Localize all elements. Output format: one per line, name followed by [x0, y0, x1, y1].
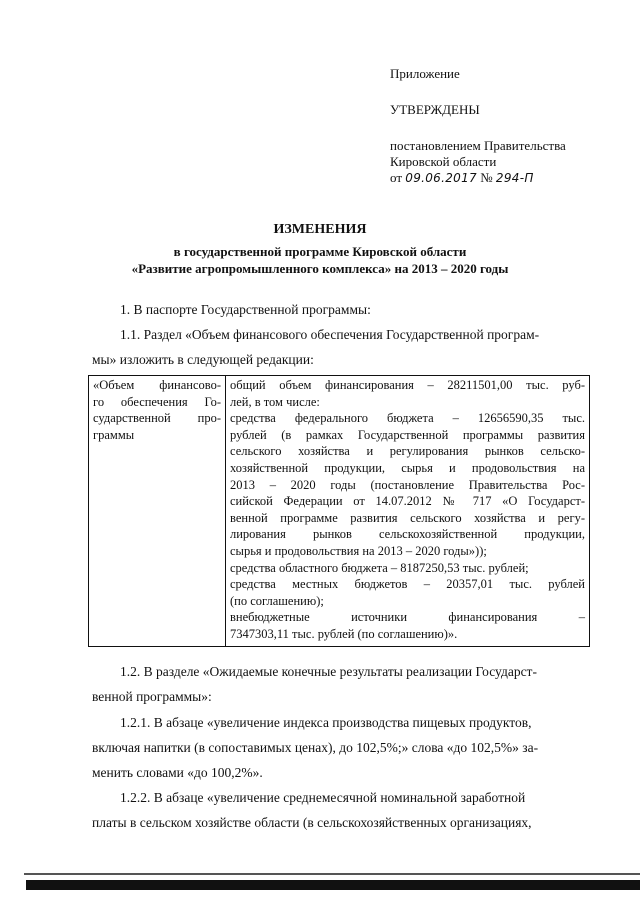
table-cell-label [89, 376, 226, 647]
table-label-line: граммы [93, 427, 135, 442]
table-content-line: хозяйственной продукции, сырья и продовольствия на [230, 460, 585, 475]
handwritten-date: 09.06.2017 [405, 171, 477, 185]
table-label-line: сударственной про- [93, 411, 221, 426]
paragraph-1-2-2-line-1: 1.2.2. В абзаце «увеличение среднемесячной номинальной заработной [120, 790, 526, 805]
approval-line-1: постановлением Правительства [390, 138, 566, 153]
document-title: ИЗМЕНЕНИЯ [273, 222, 367, 237]
number-prefix: № [480, 170, 493, 185]
table-content-line: внебюджетные источники финансирования – [230, 610, 585, 625]
table-label-line: го обеспечения Го- [93, 394, 221, 409]
table-content-line: средства местных бюджетов – 20357,01 тыс. рублей [230, 577, 585, 592]
scan-edge-line [24, 873, 640, 875]
approval-line-2: Кировской области [390, 154, 497, 169]
table-content-line: сельского хозяйства и регулирования рынков сельско- [230, 444, 585, 459]
handwritten-number: 294-П [495, 171, 534, 185]
table-content-line: сырья и продовольствия на 2013 – 2020 годы»)); [230, 543, 487, 558]
paragraph-1-1-line-1: 1.1. Раздел «Объем финансового обеспечения Государственной програм- [120, 327, 540, 342]
appendix-label: Приложение [390, 66, 460, 81]
table-cell-content [226, 376, 590, 647]
table-row [89, 376, 590, 647]
date-prefix: от [390, 170, 403, 185]
paragraph-1-2-1-line-3: менить словами «до 100,2%». [92, 765, 263, 780]
table-content-line: 7347303,11 тыс. рублей (по соглашению)». [230, 626, 458, 641]
table-content-line: 2013 – 2020 годы (постановление Правительства Рос- [230, 477, 585, 492]
paragraph-1: 1. В паспорте Государственной программы: [120, 302, 371, 317]
paragraph-1-2-1-line-2: включая напитки (в сопоставимых ценах), до 102,5%;» слова «до 102,5%» за- [92, 740, 539, 755]
table-content-line: общий объем финансирования – 28211501,00 тыс. руб- [230, 378, 585, 392]
scan-edge-bar [26, 880, 640, 890]
approved-label: УТВЕРЖДЕНЫ [390, 102, 480, 117]
table-content-line: лирования рынков сельскохозяйственной продукции, [230, 527, 585, 542]
table-content-line: венной программе развития сельского хозяйства и регу- [230, 510, 585, 525]
paragraph-1-2-2-line-2: платы в сельском хозяйстве области (в сельскохозяйственных организациях, [92, 815, 532, 830]
table-content-line: лей, в том числе: [230, 394, 320, 409]
paragraph-1-2-line-2: венной программы»: [92, 689, 212, 704]
table-content-line: сийской Федерации от 14.07.2012 № 717 «О Государст- [230, 494, 585, 509]
table-content-line: средства областного бюджета – 8187250,53 тыс. рублей; [230, 560, 529, 575]
table-label-line: «Объем финансово- [93, 378, 221, 392]
document-subtitle-1: в государственной программе Кировской области [173, 244, 467, 259]
table-content-line: (по соглашению); [230, 593, 324, 608]
financing-table [88, 375, 590, 647]
table-content-line: средства федерального бюджета – 12656590,35 тыс. [230, 411, 585, 426]
table-content-line: рублей (в рамках Государственной программы развития [230, 427, 585, 442]
approval-block [390, 66, 566, 186]
document-subtitle-2: «Развитие агропромышленного комплекса» на 2013 – 2020 годы [131, 261, 509, 276]
paragraph-1-2-line-1: 1.2. В разделе «Ожидаемые конечные результаты реализации Государст- [120, 664, 537, 679]
approval-date-line [390, 170, 566, 186]
paragraph-1-1-line-2: мы» изложить в следующей редакции: [92, 352, 314, 367]
paragraph-1-2-1-line-1: 1.2.1. В абзаце «увеличение индекса производства пищевых продуктов, [120, 715, 532, 730]
